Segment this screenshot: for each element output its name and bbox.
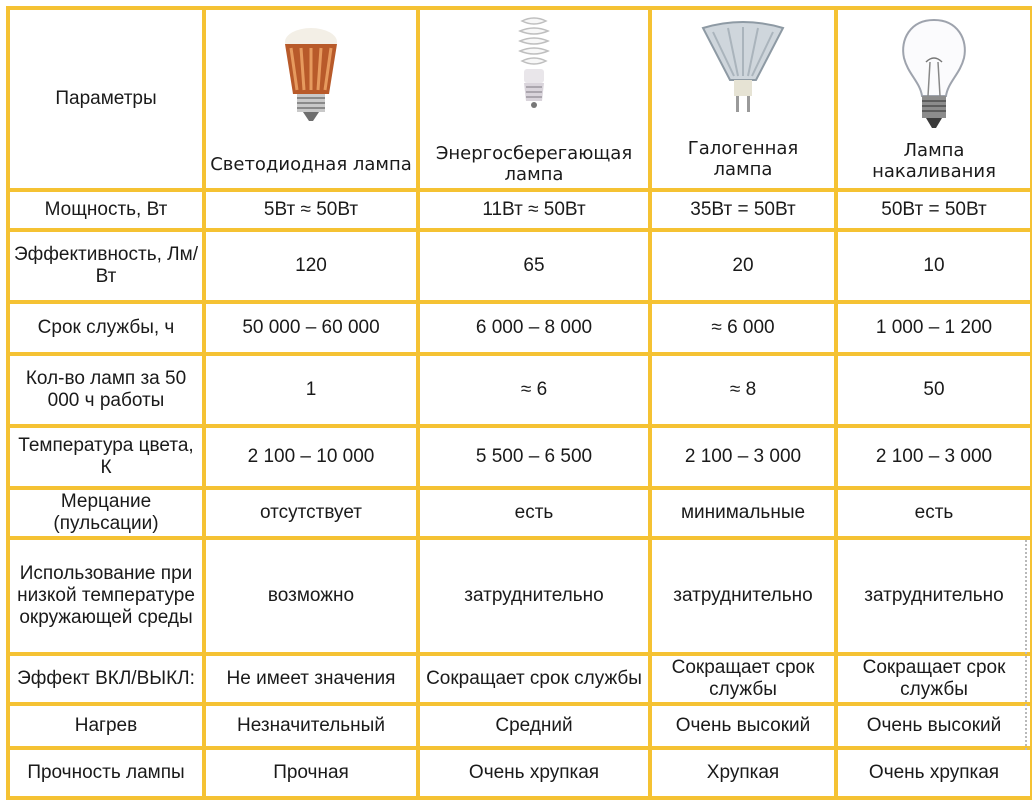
table-cell: Очень высокий bbox=[650, 704, 836, 748]
table-cell: Очень хрупкая bbox=[836, 748, 1032, 798]
table-row bbox=[8, 302, 1032, 354]
table-cell: 2 100 – 10 000 bbox=[204, 426, 418, 488]
table-cell: возможно bbox=[204, 538, 418, 654]
table-cell: отсутствует bbox=[204, 488, 418, 538]
table-cell: 1 000 – 1 200 bbox=[836, 302, 1032, 354]
table-row bbox=[8, 538, 1032, 654]
table-cell: ≈ 8 bbox=[650, 354, 836, 426]
table-cell: затруднительно bbox=[836, 538, 1032, 654]
halogen-bulb-icon bbox=[698, 18, 788, 118]
table-cell: затруднительно bbox=[418, 538, 650, 654]
table-cell: есть bbox=[836, 488, 1032, 538]
table-cell: минимальные bbox=[650, 488, 836, 538]
table-cell: 2 100 – 3 000 bbox=[836, 426, 1032, 488]
lamp-name: Галогенная лампа bbox=[687, 138, 799, 180]
param-label: Эффективность, Лм/Вт bbox=[8, 230, 204, 302]
table-cell: Очень высокий bbox=[836, 704, 1032, 748]
lamp-comparison-table bbox=[6, 6, 1032, 800]
table-cell: 6 000 – 8 000 bbox=[418, 302, 650, 354]
param-label: Мерцание (пульсации) bbox=[8, 488, 204, 538]
table-cell: затруднительно bbox=[650, 538, 836, 654]
lamp-header-led bbox=[204, 8, 418, 190]
table-cell: Сокращает срок службы bbox=[836, 654, 1032, 704]
table-row bbox=[8, 426, 1032, 488]
lamp-name: Светодиодная лампа bbox=[210, 153, 412, 175]
table-cell: ≈ 6 bbox=[418, 354, 650, 426]
table-cell: есть bbox=[418, 488, 650, 538]
table-row bbox=[8, 190, 1032, 230]
param-label: Срок службы, ч bbox=[8, 302, 204, 354]
table-row bbox=[8, 354, 1032, 426]
param-label: Мощность, Вт bbox=[8, 190, 204, 230]
table-cell: 2 100 – 3 000 bbox=[650, 426, 836, 488]
table-cell: 10 bbox=[836, 230, 1032, 302]
incandescent-bulb-icon bbox=[894, 16, 974, 134]
table-cell: Хрупкая bbox=[650, 748, 836, 798]
table-cell: 35Вт = 50Вт bbox=[650, 190, 836, 230]
param-label: Температура цвета, К bbox=[8, 426, 204, 488]
table-cell: Сокращает срок службы bbox=[650, 654, 836, 704]
table-cell: 50 bbox=[836, 354, 1032, 426]
table-row bbox=[8, 748, 1032, 798]
table-cell: 120 bbox=[204, 230, 418, 302]
table-row bbox=[8, 230, 1032, 302]
param-label: Использование при низкой температуре окружающей среды bbox=[8, 538, 204, 654]
table-cell: 50Вт = 50Вт bbox=[836, 190, 1032, 230]
table-cell: ≈ 6 000 bbox=[650, 302, 836, 354]
table-cell: Незначительный bbox=[204, 704, 418, 748]
lamp-header-incandescent bbox=[836, 8, 1032, 190]
table-cell: Сокращает срок службы bbox=[418, 654, 650, 704]
lamp-name: Энергосберегающая лампа bbox=[435, 143, 633, 185]
table-cell: 20 bbox=[650, 230, 836, 302]
param-label: Эффект ВКЛ/ВЫКЛ: bbox=[8, 654, 204, 704]
lamp-name: Лампа накаливания bbox=[872, 140, 996, 182]
table-cell: 11Вт ≈ 50Вт bbox=[418, 190, 650, 230]
params-header: Параметры bbox=[8, 8, 204, 190]
param-label: Кол-во ламп за 50 000 ч работы bbox=[8, 354, 204, 426]
table-cell: 50 000 – 60 000 bbox=[204, 302, 418, 354]
table-cell: Очень хрупкая bbox=[418, 748, 650, 798]
table-cell: 65 bbox=[418, 230, 650, 302]
table-cell: 5Вт ≈ 50Вт bbox=[204, 190, 418, 230]
table-cell: 1 bbox=[204, 354, 418, 426]
cfl-bulb-icon bbox=[504, 13, 564, 113]
table-header-row bbox=[8, 8, 1032, 190]
lamp-header-cfl bbox=[418, 8, 650, 190]
table-row bbox=[8, 488, 1032, 538]
table-cell: Прочная bbox=[204, 748, 418, 798]
led-bulb-icon bbox=[271, 24, 351, 124]
param-label: Нагрев bbox=[8, 704, 204, 748]
table-cell: Средний bbox=[418, 704, 650, 748]
table-row bbox=[8, 654, 1032, 704]
table-cell: 5 500 – 6 500 bbox=[418, 426, 650, 488]
param-label: Прочность лампы bbox=[8, 748, 204, 798]
edge-dotted-mark bbox=[1025, 540, 1030, 750]
lamp-header-halogen bbox=[650, 8, 836, 190]
table-cell: Не имеет значения bbox=[204, 654, 418, 704]
table-row bbox=[8, 704, 1032, 748]
